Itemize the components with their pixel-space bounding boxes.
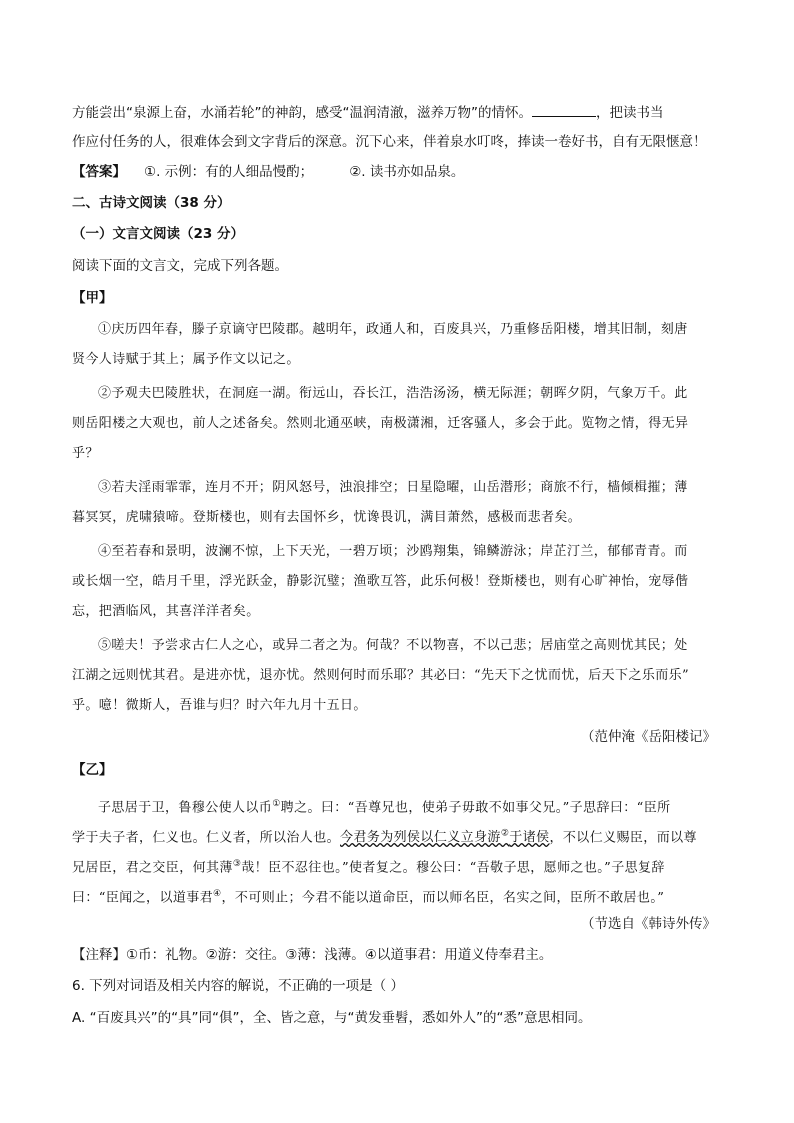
passage-line: 江湖之远则忧其君。是进亦忧，退亦忧。然则何时而乐耶？其必曰：“先天下之忧而忧，后天下之乐而乐” bbox=[72, 668, 690, 683]
footnote-mark: ④ bbox=[213, 889, 222, 899]
passage-line bbox=[72, 794, 732, 818]
text-span: 哉！臣不忍往也。”使者复之。穆公曰：“吾敬子思，愿师之也。”子思复辞 bbox=[241, 860, 665, 876]
answer-label: 【答案】 bbox=[72, 164, 126, 180]
text-span: 兄居臣，君之交臣，何其薄 bbox=[72, 860, 233, 876]
question-6-option-a: A. “百废具兴”的“具”同“俱”，全、皆之意，与“黄发垂髫，悉如外人”的“悉”意思相同。 bbox=[72, 1010, 592, 1026]
footnote-mark: ③ bbox=[232, 859, 242, 869]
source-citation: （范仲淹《岳阳楼记》 bbox=[581, 729, 716, 745]
answer-1: ①. 示例：有的人细品慢酌； bbox=[144, 164, 314, 180]
text-line: 作应付任务的人，很难体会到文字背后的深意。沉下心来，伴着泉水叮咚，捧读一卷好书，自有无限惬意！ bbox=[72, 134, 707, 150]
text-span: 曰：“臣闻之，以道事君 bbox=[72, 890, 214, 906]
passage-line bbox=[72, 854, 732, 878]
annotation-notes: 【注释】①币：礼物。②游：交往。③薄：浅薄。④以道事君：用道义侍奉君主。 bbox=[72, 947, 553, 963]
section-heading: 二、古诗文阅读（38 分） bbox=[72, 195, 231, 211]
question-6: 6. 下列对词语及相关内容的解说，不正确的一项是（ ） bbox=[72, 978, 404, 994]
passage-line bbox=[72, 884, 732, 908]
text-span: 学于夫子者，仁义也。仁义者，所以治人也。 bbox=[72, 830, 341, 846]
passage-line: ④至若春和景明，波澜不惊，上下天光，一碧万顷；沙鸥翔集，锦鳞游泳；岸芷汀兰，郁郁青青。而 bbox=[98, 544, 688, 559]
underlined-sentence: 今君务为列侯以仁义立身游②于诸侯 bbox=[340, 829, 550, 846]
footnote-mark: ② bbox=[500, 829, 510, 839]
text-span: 方能尝出“泉源上奋，水涌若轮”的神韵，感受“温润清澈，滋养万物”的情怀。 bbox=[72, 105, 532, 121]
passage-line: ②予观夫巴陵胜状，在洞庭一湖。衔远山，吞长江，浩浩汤汤，横无际涯；朝晖夕阴，气象万千。此 bbox=[98, 386, 688, 401]
passage-line: 忘，把酒临风，其喜洋洋者矣。 bbox=[72, 604, 260, 619]
passage-label-yi: 【乙】 bbox=[72, 762, 113, 778]
passage-line bbox=[72, 824, 732, 848]
text-span: 子思居于卫，鲁穆公使人以币 bbox=[98, 800, 273, 816]
passage-line: 乎。噫！微斯人，吾谁与归？时六年九月十五日。 bbox=[72, 698, 367, 713]
subsection-heading: （一）文言文阅读（23 分） bbox=[72, 226, 244, 242]
source-citation: （节选自《韩诗外传》 bbox=[581, 916, 716, 932]
passage-line: ⑤嗟夫！予尝求古仁人之心，或异二者之为。何哉？不以物喜，不以己悲；居庙堂之高则忧其民；处 bbox=[98, 638, 688, 653]
text-span: ，不可则止；今君不能以道命臣，而以师名臣，名实之间，臣所不敢居也。” bbox=[221, 890, 665, 906]
answer-2: ②. 读书亦如品泉。 bbox=[349, 164, 465, 180]
passage-line: 或长烟一空，皓月千里，浮光跃金，静影沉璧；渔歌互答，此乐何极！登斯楼也，则有心旷神怡，宠辱偕 bbox=[72, 574, 689, 589]
instruction: 阅读下面的文言文，完成下列各题。 bbox=[72, 258, 288, 274]
passage-line: ①庆历四年春，滕子京谪守巴陵郡。越明年，政通人和，百废具兴，乃重修岳阳楼，增其旧制，刻唐 bbox=[98, 322, 688, 337]
answer-line bbox=[72, 162, 732, 182]
text-line bbox=[72, 102, 732, 123]
text-span: ，把读书当 bbox=[595, 105, 664, 121]
passage-line: 贤今人诗赋于其上；属予作文以记之。 bbox=[72, 352, 300, 367]
text-span: ，不以仁义赐臣，而以尊 bbox=[549, 830, 697, 846]
passage-line: 则岳阳楼之大观也，前人之述备矣。然则北通巫峡，南极潇湘，迁客骚人，多会于此。览物之情，得无异 bbox=[72, 416, 689, 431]
text-span: 聘之。曰：“吾尊兄也，使弟子毋敢不如事父兄。”子思辞曰：“臣所 bbox=[280, 800, 671, 816]
passage-line: 暮冥冥，虎啸猿啼。登斯楼也，则有去国怀乡，忧谗畏讥，满目萧然，感极而悲者矣。 bbox=[72, 510, 582, 525]
passage-line: 乎？ bbox=[72, 446, 99, 461]
fill-blank bbox=[532, 102, 596, 117]
passage-label-jia: 【甲】 bbox=[72, 290, 113, 306]
footnote-mark: ① bbox=[272, 799, 281, 809]
passage-line: ③若夫淫雨霏霏，连月不开；阴风怒号，浊浪排空；日星隐曜，山岳潜形；商旅不行，樯倾楫摧；薄 bbox=[98, 480, 688, 495]
